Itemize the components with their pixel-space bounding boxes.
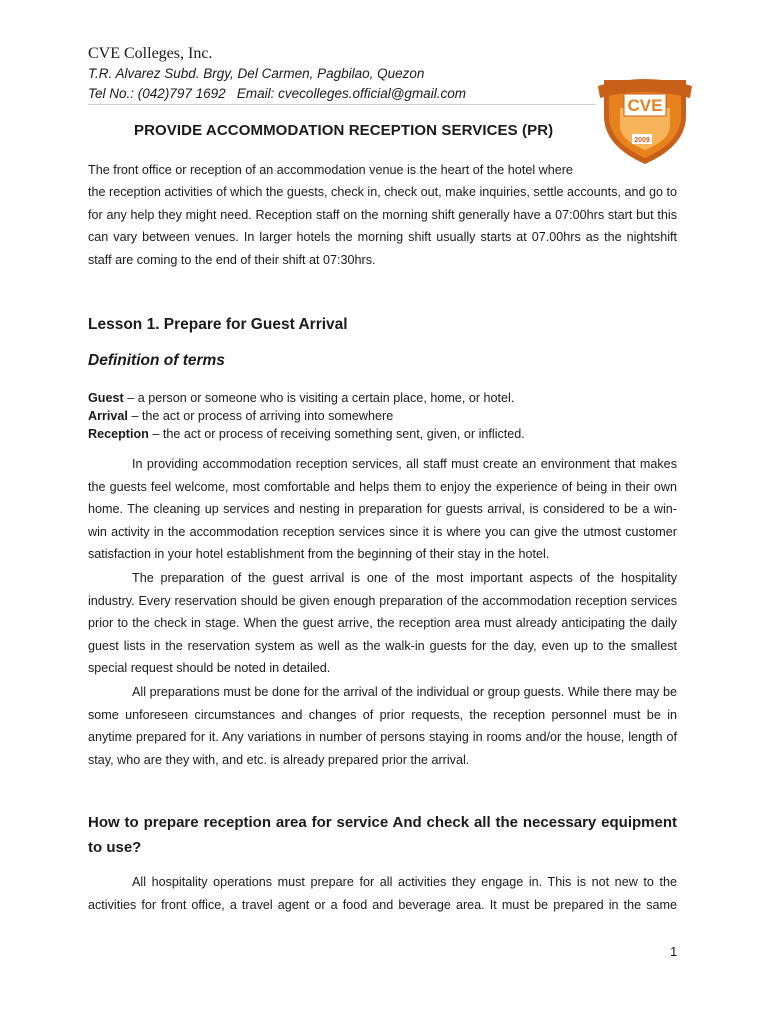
intro-first-line: The front office or reception of an accommodation venue is the heart of the hotel where: [88, 163, 573, 177]
definitions-heading: Definition of terms: [88, 352, 225, 369]
definition-text: – the act or process of arriving into somewhere: [127, 409, 394, 423]
definition-text: – a person or someone who is visiting a certain place, home, or hotel.: [123, 391, 515, 405]
definition-term: Arrival: [88, 409, 128, 423]
cve-logo: [590, 68, 700, 168]
organization-name: CVE Colleges, Inc.: [88, 45, 213, 62]
email-label: Email:: [236, 86, 275, 101]
intro-paragraph: the reception activities of which the guests, check in, check out, make inquiries, settle accounts, and go to for any help they might need. Reception staff on the morning shift generally have a 07:00hrs start but this can vary between venues. In larger hotels the morning shift usually starts at 07.00hrs as the nightshift staff are coming to the end of their shift at 07:30hrs.: [88, 185, 677, 267]
section-heading: How to prepare reception area for service And check all the necessary equipment to use?: [88, 814, 677, 856]
definition-term: Reception: [88, 427, 149, 441]
header-divider: [88, 104, 596, 105]
definition-text: – the act or process of receiving something sent, given, or inflicted.: [148, 427, 525, 441]
definition-item: [88, 425, 677, 443]
body-paragraph: All hospitality operations must prepare for all activities they engage in. This is not new to the activities for front office, a travel agent or a food and beverage area. It must be prepared in the same: [88, 875, 677, 912]
logo-year: 2009: [634, 137, 650, 144]
lesson-heading: Lesson 1. Prepare for Guest Arrival: [88, 316, 348, 333]
contact-line: [88, 84, 608, 104]
body-paragraph: In providing accommodation reception services, all staff must create an environment that makes the guests feel welcome, most comfortable and helps them to enjoy the experience of being in their own home. The cleaning up services and nesting in preparation for guests arrival, is considered to be a win-win activity in the accommodation reception services since it is where you can give the utmost customer satisfaction in your hotel establishment from the beginning of their stay in the hotel.: [88, 457, 677, 562]
organization-address: T.R. Alvarez Subd. Brgy, Del Carmen, Pagbilao, Quezon: [88, 66, 425, 81]
page-number: 1: [670, 944, 678, 959]
logo-text: CVE: [627, 96, 663, 115]
email-value: cvecolleges.official@gmail.com: [278, 86, 466, 101]
tel-label: Tel No.:: [88, 86, 135, 101]
body-paragraph: All preparations must be done for the arrival of the individual or group guests. While there may be some unforeseen circumstances and changes of prior requests, the reception personnel must be in anytime prepared for it. Any variations in number of persons staying in rooms and/or the house, length of stay, who are they with, and etc. is already prepared prior the arrival.: [88, 685, 677, 767]
document-title: PROVIDE ACCOMMODATION RECEPTION SERVICES (PR): [134, 122, 554, 139]
definitions-list: [88, 389, 677, 443]
body-paragraph: The preparation of the guest arrival is one of the most important aspects of the hospitality industry. Every reservation should be given enough preparation of the accommodation reception services prior to the check in stage. When the guest arrive, the reception area must already anticipating the daily guest lists in the reservation system as well as the walk-in guests for the day, even up to the smallest special request should be noted in detailed.: [88, 571, 677, 676]
letterhead: [88, 44, 608, 104]
definition-term: Guest: [88, 391, 124, 405]
definition-item: [88, 407, 677, 425]
tel-value: (042)797 1692: [137, 86, 226, 101]
definition-item: [88, 389, 677, 407]
